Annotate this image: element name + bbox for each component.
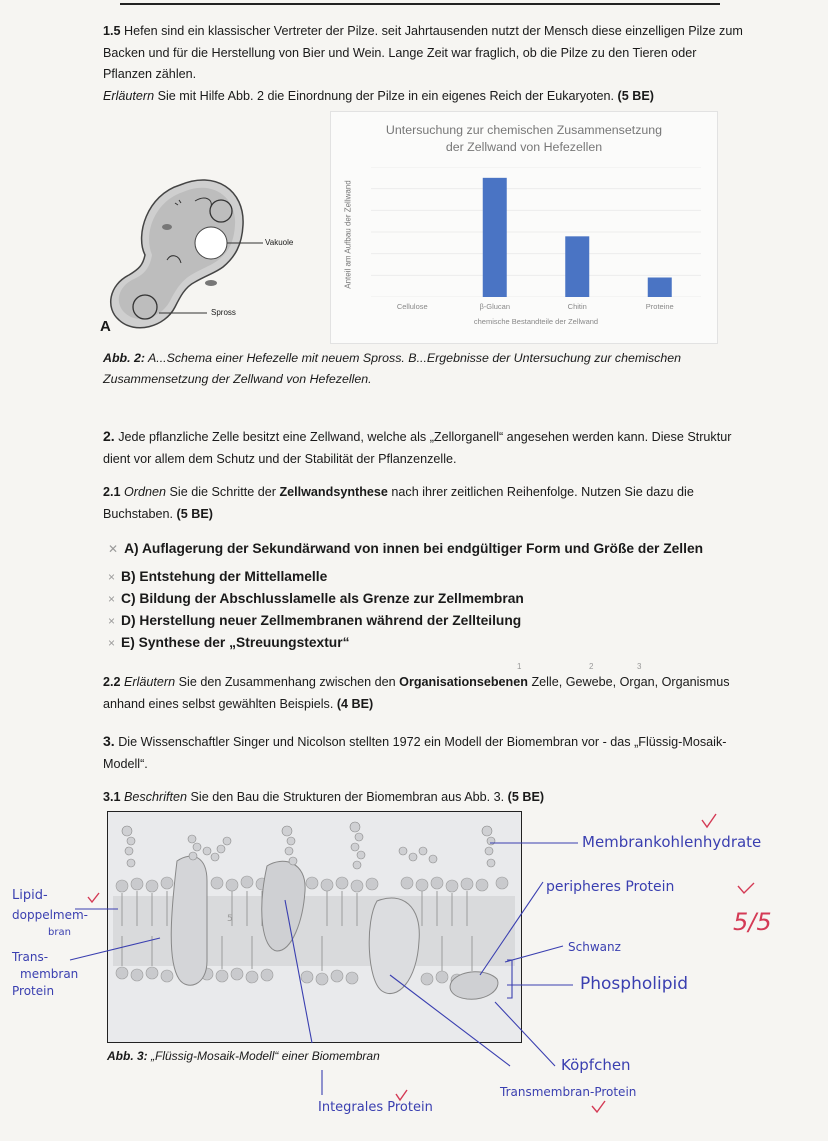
points: (5 BE) [617,88,654,103]
step-text: Auflagerung der Sekundärwand von innen bei endgültiger Form und Größe der Zellen [141,541,704,556]
question-number: 2.2 [103,675,121,689]
membrane-five-mark: 5 [227,914,233,924]
chart-tick-label: Chitin [567,302,587,311]
label-transmembran-right: Transmembran-Protein [500,1085,637,1099]
step-letter: B) [121,569,136,584]
label-phospholipid: Phospholipid [580,974,689,994]
caption-label: Abb. 3: [107,1049,148,1063]
step-text: Synthese der „Streuungstextur“ [138,635,350,650]
order-mark-3: 3 [637,662,642,671]
chart-xlabel: chemische Bestandteile der Zellwand [473,317,599,326]
task-keyword: Zellwandsynthese [279,485,388,499]
task-keyword: Organisationsebenen [399,675,528,689]
cross-mark-icon: ✕ [108,542,119,556]
task-text-2: nach ihrer zeitlichen Reihenfolge. Nutzen Sie dazu die Buchstaben. [103,485,694,521]
question-number: 3.1 [103,790,121,804]
step-text: Entstehung der Mittellamelle [139,569,328,584]
task-verb: Beschriften [124,790,188,804]
label-vakuole: Vakuole [265,238,294,247]
cross-mark-icon: × [108,592,116,606]
label-a: A [100,318,111,335]
task-text: Sie die Schritte der [169,485,276,499]
label-membrankohlenhydrate: Membrankohlenhydrate [582,833,762,851]
chart-title-line2: der Zellwand von Hefezellen [445,140,603,154]
task-verb: Ordnen [124,485,167,499]
question-number: 2.1 [103,485,121,499]
task-verb: Erläutern [103,88,155,103]
chart-tick-label: Cellulose [396,302,428,311]
score-mark: 5/5 [733,908,772,936]
chart-ylabel: Anteil am Aufbau der Zellwand [343,180,353,289]
chart-tick-label: Proteine [645,302,674,311]
cross-mark-icon: × [108,636,116,650]
question-text: Die Wissenschaftler Singer und Nicolson stellten 1972 ein Modell der Biomembran vor - das „Flüssig-Mosaik-Modell“. [103,735,727,771]
cross-mark-icon: × [108,614,116,628]
points: (5 BE) [507,790,545,804]
points: (5 BE) [176,506,213,521]
task-text-2: Zelle, Gewebe, Organ, Organismus anhand eines selbst gewählten Beispiels. [103,675,730,711]
order-mark-2: 2 [589,662,594,671]
step-letter: A) [124,541,139,556]
task-text: Sie den Zusammenhang zwischen den [178,675,396,689]
chart-tick-label: β-Glucan [479,302,511,311]
label-integrales: Integrales Protein [318,1100,433,1115]
question-number: 2. [103,428,115,444]
points: (4 BE) [336,696,374,711]
label-lipid-3: bran [48,927,71,938]
cross-mark-icon: × [108,570,116,584]
question-number: 3. [103,733,115,749]
question-text: Jede pflanzliche Zelle besitzt eine Zellwand, welche als „Zellorganell“ angesehen werden kann. Diese Struktur dient vor allem dem Schutz und der Stabilität der Pflanzenzelle. [103,430,732,466]
label-trans-3: Protein [12,984,55,998]
caption-text: „Flüssig-Mosaik-Modell“ einer Biomembran [151,1049,380,1063]
caption-label: Abb. 2: [103,351,145,365]
task-verb: Erläutern [124,675,176,689]
step-text: Bildung der Abschlusslamelle als Grenze zur Zellmembran [139,591,524,606]
question-text: Hefen sind ein klassischer Vertreter der Pilze. seit Jahrtausenden nutzt der Mensch diese einzelligen Pilze zum Backen und für die Herstellung von Bier und Wein. Lange Zeit war fraglich, ob die Pilze zu den Tieren oder Pflanzen zählen. [103,24,743,81]
step-letter: E) [121,635,135,650]
label-peripheres-protein: peripheres Protein [546,879,675,895]
label-trans-1: Trans- [12,950,49,964]
order-mark-1: 1 [517,662,522,671]
chart-title-line1: Untersuchung zur chemischen Zusammensetzung [385,123,663,137]
question-number: 1.5 [103,24,121,38]
label-trans-2: membran [20,967,79,981]
step-letter: D) [121,613,136,628]
label-schwanz: Schwanz [568,940,621,954]
step-letter: C) [121,591,136,606]
caption-text: A...Schema einer Hefezelle mit neuem Spross. B...Ergebnisse der Untersuchung zur chemischen Zusammensetzung der Zellwand von Hefezellen. [103,351,682,386]
task-text: Sie den Bau die Strukturen der Biomembran aus Abb. 3. [190,790,505,804]
task-text: Sie mit Hilfe Abb. 2 die Einordnung der Pilze in ein eigenes Reich der Eukaryoten. [157,88,615,103]
label-koepfchen: Köpfchen [561,1056,631,1074]
label-lipid-2: doppelmem- [12,908,89,922]
label-lipid-1: Lipid- [12,888,48,903]
step-text: Herstellung neuer Zellmembranen während der Zellteilung [139,613,522,628]
label-spross: Spross [211,308,236,317]
